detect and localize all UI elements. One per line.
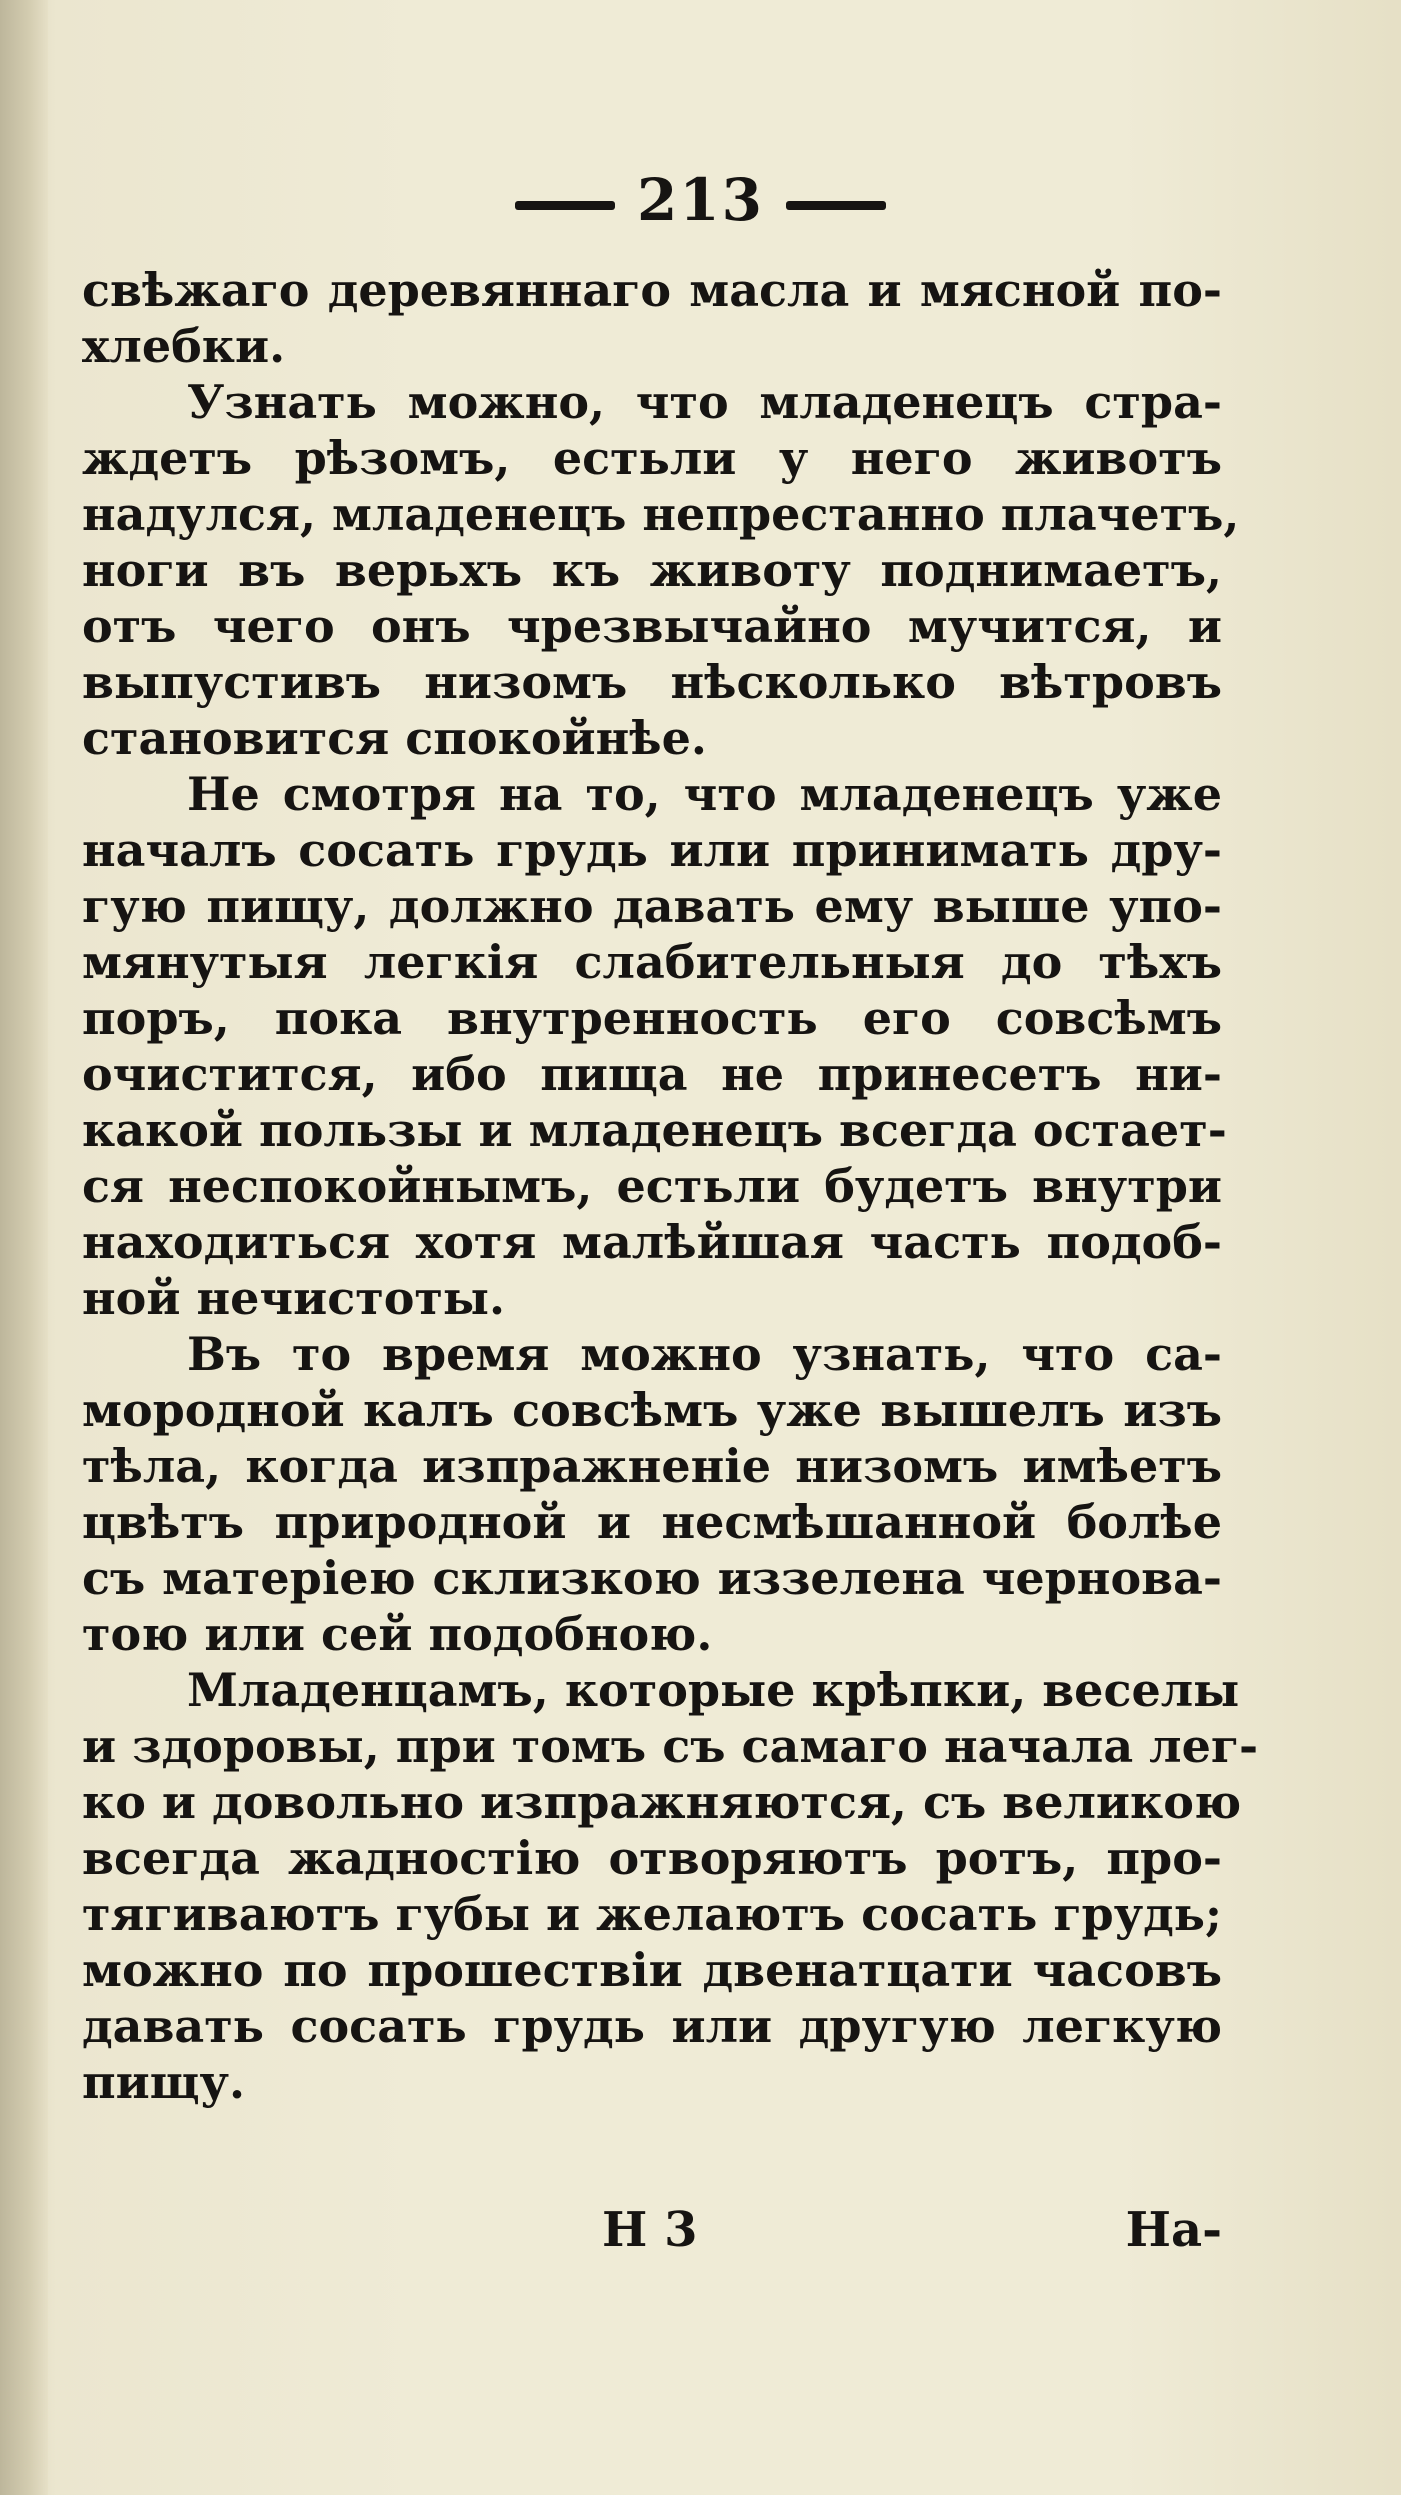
page-binding-shadow [0, 0, 48, 2495]
body-text [82, 262, 1259, 2110]
page-number: 213 [636, 166, 765, 234]
text-line: надулся, младенецъ непрестанно плачетъ, [82, 487, 1240, 541]
text-line: гую пищу, должно давать ему выше упо- [82, 879, 1222, 933]
text-line: находиться хотя малѣйшая часть подоб- [82, 1215, 1222, 1269]
text-line: Младенцамъ, которые крѣпки, веселы [187, 1663, 1240, 1717]
text-line: тою или сей подобною. [82, 1607, 713, 1661]
text-line: тягиваютъ губы и желаютъ сосать грудь; [82, 1887, 1222, 1941]
text-line: хлебки. [82, 319, 286, 373]
text-line: всегда жадностію отворяютъ ротъ, про- [82, 1831, 1222, 1885]
text-line: очистится, ибо пища не принесетъ ни- [82, 1047, 1222, 1101]
header-dash-right [786, 201, 886, 210]
text-line: началъ сосать грудь или принимать дру- [82, 823, 1222, 877]
text-line: ко и довольно изпражняются, съ великою [82, 1775, 1242, 1829]
text-line: и здоровы, при томъ съ самаго начала лег- [82, 1719, 1259, 1773]
text-line: свѣжаго деревяннаго масла и мясной по- [82, 263, 1222, 317]
page-footer [82, 2202, 1222, 2262]
text-line: съ матеріею склизкою иззелена чернова- [82, 1551, 1222, 1605]
text-line: Не смотря на то, что младенецъ уже [187, 767, 1222, 821]
text-line: выпустивъ низомъ нѣсколько вѣтровъ [82, 655, 1222, 709]
text-line: пищу. [82, 2055, 246, 2109]
signature-mark: Н 3 [602, 2202, 698, 2258]
text-line: цвѣтъ природной и несмѣшанной болѣе [82, 1495, 1222, 1549]
text-line: Въ то время можно узнать, что са- [187, 1327, 1222, 1381]
text-line: ной нечистоты. [82, 1271, 506, 1325]
text-line: какой пользы и младенецъ всегда остает- [82, 1103, 1227, 1157]
header-dash-left [515, 201, 615, 210]
text-line: можно по прошествіи двенатцати часовъ [82, 1943, 1222, 1997]
text-line: мородной калъ совсѣмъ уже вышелъ изъ [82, 1383, 1222, 1437]
text-line: отъ чего онъ чрезвычайно мучится, и [82, 599, 1222, 653]
text-line: Узнать можно, что младенецъ стра- [187, 375, 1222, 429]
text-line: ся неспокойнымъ, естьли будетъ внутри [82, 1159, 1222, 1213]
text-line: ноги въ верьхъ къ животу поднимаетъ, [82, 543, 1222, 597]
text-line: поръ, пока внутренность его совсѣмъ [82, 991, 1222, 1045]
text-line: ждетъ рѣзомъ, естьли у него животъ [82, 431, 1222, 485]
page-header [0, 165, 1401, 235]
text-line: давать сосать грудь или другую легкую [82, 1999, 1222, 2053]
text-line: становится спокойнѣе. [82, 711, 707, 765]
text-line: тѣла, когда изпражненіе низомъ имѣетъ [82, 1439, 1222, 1493]
catchword: На- [1125, 2202, 1222, 2258]
text-line: мянутыя легкія слабительныя до тѣхъ [82, 935, 1222, 989]
